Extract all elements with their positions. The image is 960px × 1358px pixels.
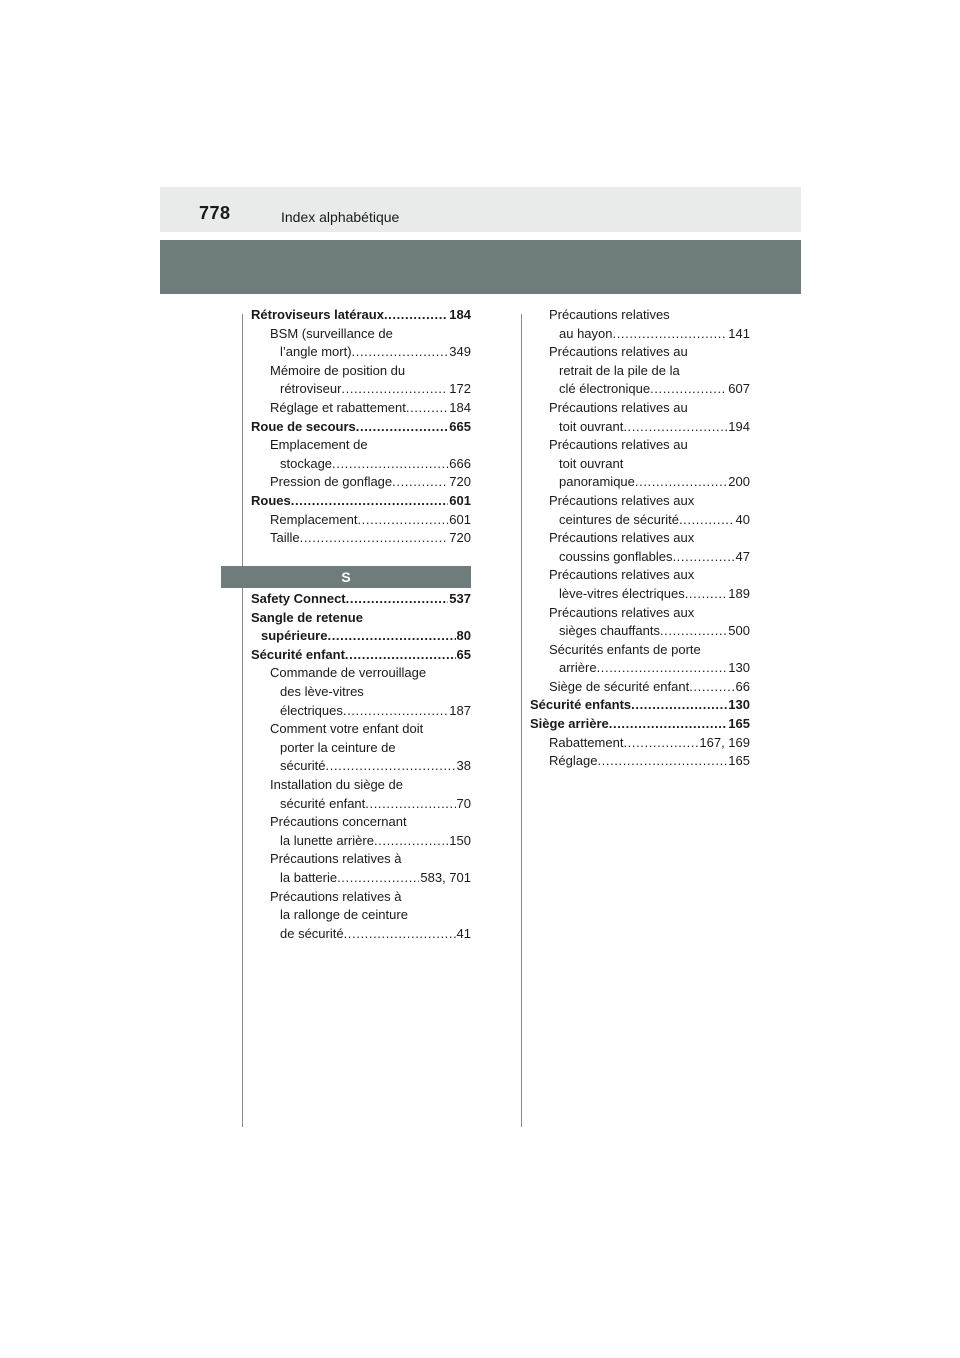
leader-dots — [384, 306, 448, 325]
index-entry-text: retrait de la pile de la — [559, 362, 680, 378]
index-entry — [251, 590, 471, 609]
index-entry-text: Précautions relatives aux — [549, 604, 695, 620]
index-entry — [251, 925, 471, 944]
index-entry — [251, 399, 471, 418]
index-page-ref: 172 — [449, 381, 471, 397]
index-entry-text: Emplacement de — [270, 437, 368, 453]
index-page-ref: 187 — [449, 702, 471, 718]
index-entry — [530, 343, 750, 362]
index-entry-text: Roues — [251, 492, 291, 508]
index-page-ref: 349 — [449, 344, 471, 360]
index-entry-text: Précautions relatives au — [549, 437, 688, 453]
leader-dots — [392, 473, 448, 492]
index-entry — [251, 683, 471, 702]
index-page-ref: 500 — [728, 623, 750, 639]
index-entry-text: Précautions relatives — [549, 307, 670, 322]
index-entry-text: Précautions relatives aux — [549, 492, 695, 508]
index-entry-text: la batterie — [280, 869, 338, 885]
index-page-ref: 583, 701 — [420, 869, 471, 885]
index-entry — [251, 664, 471, 683]
leader-dots — [635, 473, 727, 492]
index-page-ref: 194 — [728, 418, 750, 434]
index-entry-text: sécurité — [280, 758, 326, 774]
index-entry-text: Siège arrière — [530, 716, 609, 732]
column-rule-middle — [521, 314, 522, 1127]
index-entry-text: la rallonge de ceinture — [280, 907, 408, 923]
index-entry-text: Sangle de retenue — [251, 609, 363, 625]
index-entry — [251, 757, 471, 776]
index-entry-text: toit ouvrant — [559, 418, 624, 434]
leader-dots — [345, 646, 456, 665]
index-entry — [251, 795, 471, 814]
leader-dots — [365, 795, 455, 814]
index-entry-text: Précautions relatives au — [549, 399, 688, 415]
leader-dots — [679, 511, 735, 530]
index-page-ref: 66 — [735, 678, 750, 694]
index-entry — [530, 715, 750, 734]
index-entry — [251, 702, 471, 721]
decorative-band — [160, 240, 801, 294]
index-entry-text: porter la ceinture de — [280, 739, 396, 755]
index-page-ref: 666 — [449, 455, 471, 471]
leader-dots — [650, 380, 727, 399]
index-entry — [530, 325, 750, 344]
index-page-ref: 720 — [449, 530, 471, 546]
index-entry — [251, 511, 471, 530]
index-entry — [251, 436, 471, 455]
index-entry-text: Mémoire de position du — [270, 362, 406, 378]
leader-dots — [327, 627, 455, 646]
index-entry — [530, 622, 750, 641]
index-entry — [530, 696, 750, 715]
index-entry — [530, 492, 750, 511]
leader-dots — [597, 752, 727, 771]
index-entry — [251, 455, 471, 474]
index-page-ref: 665 — [449, 418, 471, 434]
leader-dots — [341, 380, 448, 399]
index-entry — [530, 362, 750, 381]
index-entry-text: Rétroviseurs latéraux — [251, 307, 384, 322]
index-entry — [530, 641, 750, 660]
index-entry — [530, 306, 750, 325]
index-entry-text: Siège de sécurité enfant — [549, 678, 690, 694]
index-entry — [251, 492, 471, 511]
index-entry-text: Précautions concernant — [270, 814, 407, 830]
index-entry-text: Précautions relatives au — [549, 344, 688, 360]
index-page-ref: 80 — [456, 628, 471, 644]
index-entry — [530, 604, 750, 623]
index-page-ref: 150 — [449, 832, 471, 848]
index-page-ref: 141 — [728, 325, 750, 341]
index-entry-text: Roue de secours — [251, 418, 356, 434]
index-entry-text: la lunette arrière — [280, 832, 374, 848]
index-entry-text: panoramique — [559, 474, 635, 490]
index-entry-text: Remplacement — [270, 511, 358, 527]
index-entry-text: Réglage — [549, 753, 598, 769]
index-entry-text: Commande de verrouillage — [270, 665, 427, 681]
letter-section-s — [221, 566, 471, 588]
leader-dots — [291, 492, 449, 511]
index-page-ref: 41 — [456, 925, 471, 941]
index-entry — [530, 511, 750, 530]
index-entry-text: Précautions relatives à — [270, 888, 402, 904]
index-column-right — [530, 306, 750, 771]
index-entry-text: supérieure — [261, 628, 328, 644]
index-page-ref: 167, 169 — [699, 734, 750, 750]
index-entry — [251, 646, 471, 665]
leader-dots — [337, 869, 419, 888]
index-page-ref: 38 — [456, 758, 471, 774]
index-entry — [251, 473, 471, 492]
index-entry-text: sécurité enfant — [280, 795, 366, 811]
index-entry — [530, 659, 750, 678]
index-entry-text: Safety Connect — [251, 591, 346, 606]
leader-dots — [689, 678, 734, 697]
index-entry-text: lève-vitres électriques — [559, 585, 685, 601]
index-entry — [251, 418, 471, 437]
index-entry — [251, 850, 471, 869]
index-entry — [530, 585, 750, 604]
leader-dots — [406, 399, 448, 418]
index-page-ref: 184 — [449, 307, 471, 322]
leader-dots — [352, 343, 449, 362]
index-entry — [530, 548, 750, 567]
leader-dots — [623, 418, 727, 437]
index-page-ref: 65 — [456, 646, 471, 662]
leader-dots — [631, 696, 727, 715]
index-entry — [530, 455, 750, 474]
index-entry — [251, 906, 471, 925]
index-entry-text: Réglage et rabattement — [270, 399, 406, 415]
index-entry-text: Comment votre enfant doit — [270, 721, 424, 737]
index-entry-text: sièges chauffants — [559, 623, 660, 639]
index-entry-text: Pression de gonflage — [270, 474, 393, 490]
leader-dots — [332, 455, 448, 474]
leader-dots — [660, 622, 727, 641]
index-entry — [530, 473, 750, 492]
index-entry-text: ceintures de sécurité — [559, 511, 679, 527]
leader-dots — [609, 715, 728, 734]
index-entry-text: Taille — [270, 530, 300, 546]
column-rule-left — [242, 314, 243, 1127]
index-entry-text: clé électronique — [559, 381, 651, 397]
leader-dots — [672, 548, 734, 567]
index-page-ref: 184 — [449, 399, 471, 415]
letter-band-s: S — [221, 566, 471, 588]
index-entry — [251, 869, 471, 888]
index-entry — [251, 529, 471, 548]
index-entry-text: au hayon — [559, 325, 613, 341]
index-entry — [251, 720, 471, 739]
index-entry-text: Précautions relatives à — [270, 851, 402, 867]
leader-dots — [300, 529, 449, 548]
leader-dots — [685, 585, 728, 604]
index-entry — [530, 566, 750, 585]
index-entry — [251, 739, 471, 758]
header-band — [160, 187, 801, 232]
index-page-ref: 537 — [449, 591, 471, 606]
index-page-ref: 720 — [449, 474, 471, 490]
index-entry — [530, 734, 750, 753]
index-entry — [530, 380, 750, 399]
index-page-ref: 601 — [449, 511, 471, 527]
index-entry-text: de sécurité — [280, 925, 344, 941]
index-entry — [251, 362, 471, 381]
leader-dots — [613, 325, 728, 344]
index-entry — [251, 343, 471, 362]
index-page-ref: 200 — [728, 474, 750, 490]
index-entry — [251, 609, 471, 628]
index-entry — [530, 678, 750, 697]
index-entry-text: arrière — [559, 660, 597, 676]
index-entry-text: des lève-vitres — [280, 683, 364, 699]
index-entry-text: Sécurité enfants — [530, 697, 632, 713]
index-entry-text: stockage — [280, 455, 333, 471]
index-entry — [530, 418, 750, 437]
index-entry-text: Rabattement — [549, 734, 624, 750]
index-page-ref: 130 — [728, 660, 750, 676]
leader-dots — [356, 418, 449, 437]
leader-dots — [344, 925, 456, 944]
index-entry-text: Sécurités enfants de porte — [549, 641, 701, 657]
index-entry-text: BSM (surveillance de — [270, 325, 393, 341]
index-entry-text: Installation du siège de — [270, 776, 403, 792]
index-page-ref: 47 — [735, 548, 750, 564]
index-column-left-top — [251, 306, 471, 548]
index-entry-text: rétroviseur — [280, 381, 342, 397]
index-page-ref: 70 — [456, 795, 471, 811]
index-entry — [251, 888, 471, 907]
index-entry — [530, 399, 750, 418]
index-page-ref: 130 — [728, 697, 750, 713]
index-entry — [530, 529, 750, 548]
leader-dots — [623, 734, 698, 753]
index-column-left-bottom — [251, 590, 471, 943]
index-page-ref: 607 — [728, 381, 750, 397]
index-entry — [530, 752, 750, 771]
leader-dots — [346, 590, 449, 609]
index-entry — [530, 436, 750, 455]
index-entry — [251, 813, 471, 832]
leader-dots — [374, 832, 448, 851]
section-title: Index alphabétique — [281, 209, 400, 225]
index-page-ref: 601 — [449, 492, 471, 508]
leader-dots — [357, 511, 448, 530]
index-page-ref: 165 — [728, 753, 750, 769]
index-entry — [251, 832, 471, 851]
index-page-ref: 165 — [728, 716, 750, 732]
index-page-ref: 40 — [735, 511, 750, 527]
index-entry-text: Précautions relatives aux — [549, 567, 695, 583]
index-entry — [251, 306, 471, 325]
index-entry-text: Précautions relatives aux — [549, 530, 695, 546]
index-entry-text: coussins gonflables — [559, 548, 673, 564]
index-entry — [251, 627, 471, 646]
index-entry — [251, 325, 471, 344]
index-entry-text: l’angle mort) — [280, 344, 352, 360]
index-entry-text: toit ouvrant — [559, 455, 624, 471]
leader-dots — [343, 702, 448, 721]
leader-dots — [326, 757, 456, 776]
page-number: 778 — [199, 203, 231, 223]
index-entry-text: électriques — [280, 702, 343, 718]
index-entry — [251, 776, 471, 795]
index-entry-text: Sécurité enfant — [251, 646, 345, 662]
index-page-ref: 189 — [728, 585, 750, 601]
leader-dots — [597, 659, 728, 678]
index-entry — [251, 380, 471, 399]
